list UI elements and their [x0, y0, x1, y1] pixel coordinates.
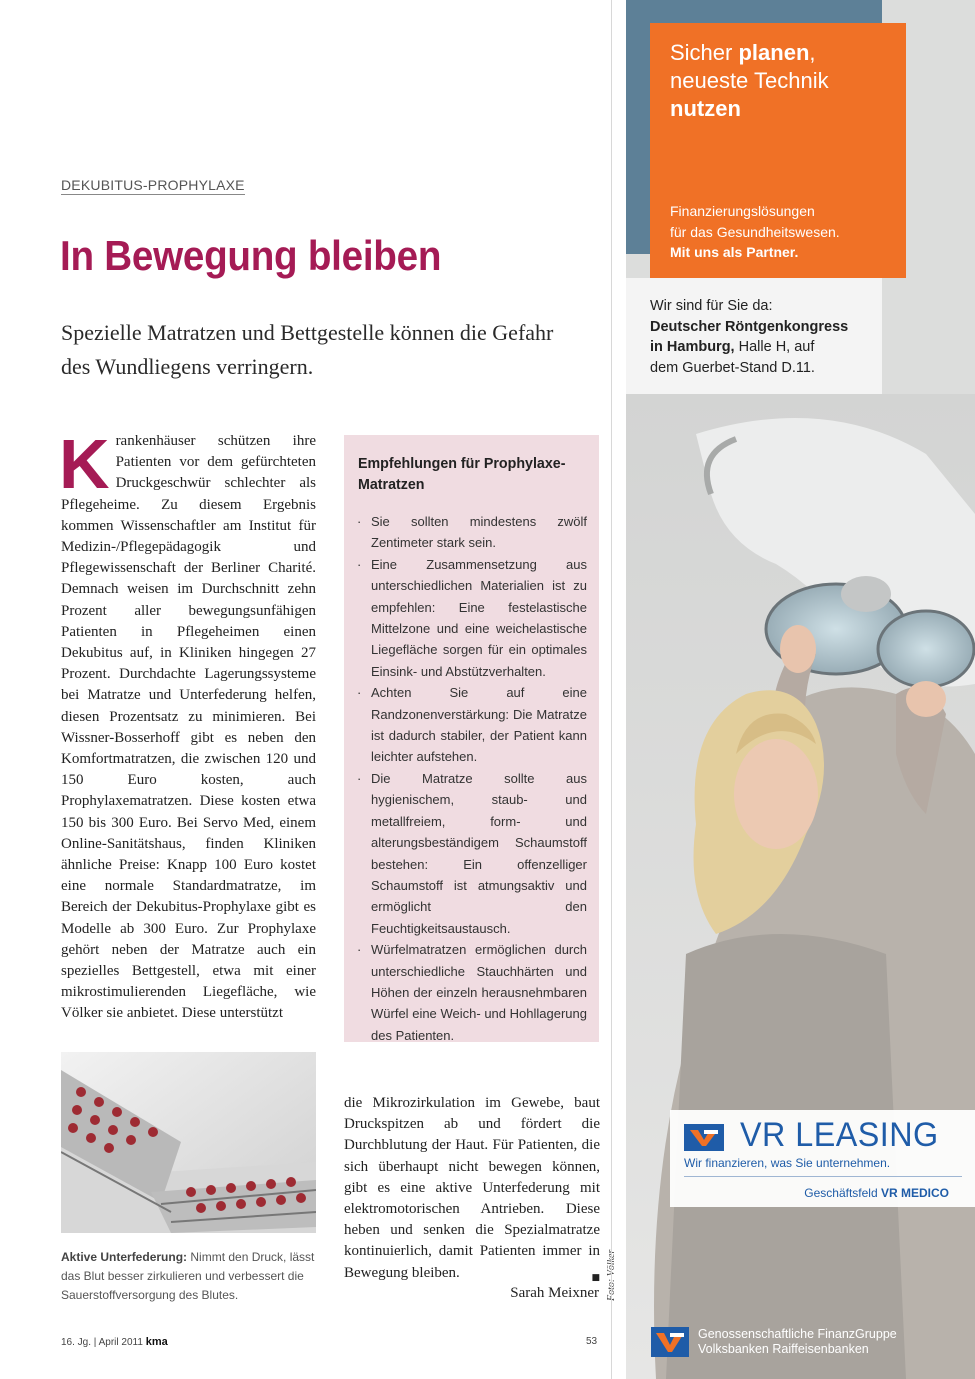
event-line: Halle H, auf	[734, 339, 815, 355]
article-body-column-2	[344, 1093, 600, 1289]
drop-cap: K	[59, 425, 110, 503]
issue-text: 16. Jg. | April 2011	[61, 1337, 143, 1348]
end-mark: ■	[591, 1272, 600, 1283]
recommendation-item: · Eine Zusammensetzung aus unterschiedlichen Materialien ist zu empfehlen: Eine festelastische Mittelzone und eine weichelastische Liegefläche sorgen für ein optimales Einsink- und Abstützverhalten.	[356, 554, 587, 682]
recommendation-item: · Sie sollten mindestens zwölf Zentimeter stark sein.	[356, 511, 587, 554]
vr-logo-icon	[684, 1124, 724, 1151]
author-name: Sarah Meixner	[510, 1285, 599, 1301]
recommendations-list	[356, 511, 587, 1046]
ad-photo-woman-xray	[626, 394, 975, 1379]
vr-tagline: Wir finanzieren, was Sie unternehmen.	[684, 1156, 891, 1170]
photo-caption	[61, 1248, 321, 1305]
photo-credit	[606, 1249, 618, 1301]
field-name: VR MEDICO	[880, 1186, 949, 1200]
group-line: Volksbanken Raiffeisenbanken	[698, 1342, 869, 1356]
finanzgruppe-logo-icon	[651, 1327, 689, 1357]
recommendation-item: · Die Matratze sollte aus hygienischem, staub- und metallfreiem, form- und alterungsbeständigem Schaumstoff bestehen: Ein offenzelliger Schaumstoff ist atmungsaktiv und ermöglicht den Feuchtigkeitsaustausch.	[356, 768, 587, 939]
ad-subline-text: Finanzierungslösungen	[670, 203, 815, 219]
ad-subline-text: für das Gesundheitswesen.	[670, 223, 840, 240]
page-number: 53	[586, 1336, 598, 1347]
ad-headline	[670, 39, 886, 123]
section-kicker: DEKUBITUS-PROPHYLAXE	[61, 177, 245, 193]
footer-issue	[61, 1336, 168, 1348]
body-text-1: rankenhäuser schützen ihre Patienten vor dem gefürchteten Druckgeschwür schlechter als Pflegeheime. Zu diesem Ergebnis kommen Wissenschaftler am Institut für Medizin-/Pflegepädagogik und Pflegewissenschaft der Berliner Charité. Demnach weisen im Durchschnitt zehn Prozent aller bewegungsunfähigen Patienten in Pflegeheimen einen Dekubitus auf, in Kliniken hingegen 27 Prozent. Durchdachte Lagerungssysteme bei Matratze und Unterfederung helfen, diesen Prozentsatz zu minimieren. Bei Wissner-Bosserhoff gibt es neben den Komfortmatratzen, die zwischen 120 und 150 Euro kosten, auch Prophylaxematratzen. Diese kosten etwa 150 bis 300 Euro. Bei Servo Med, einem Online-Sanitätshaus, finden Kliniken ähnliche Preise: Knapp 100 Euro kostet eine normale Standardmatratze, im Bereich der Dekubitus-Prophylaxe gibt es Modelle ab 300 Euro. Zur Prophylaxe gehört neben der Matratze auch ein spezielles Bettgestell, etwa mit einer mikrostimulierenden Liegefläche, wie Völker sie anbietet. Diese unterstützt	[61, 433, 316, 1022]
article-lead: Spezielle Matratzen und Bettgestelle können die Gefahr des Wundliegens verringern.	[61, 320, 554, 379]
ad-headline-bold: planen	[738, 40, 810, 65]
ad-orange-panel	[650, 23, 906, 278]
ad-headline-part: Sicher	[670, 40, 739, 65]
group-line: Genossenschaftliche FinanzGruppe	[698, 1327, 897, 1341]
vr-divider	[684, 1176, 962, 1177]
finanzgruppe-text	[698, 1327, 897, 1357]
body-text-2: die Mikrozirkulation im Gewebe, baut Druckspitzen ab und fördert die Durchblutung der Haut. Für Patienten, die sich überhaupt nicht bewegen können, gibt es eine aktive Unterfederung mit elektromotorischen Antrieben. Diese heben und senken die Spezialmatratze kontinuierlich, damit Patienten immer in Bewegung bleiben.	[344, 1095, 600, 1281]
event-city: in Hamburg,	[650, 339, 735, 355]
caption-text: Nimmt den Druck, lässt das Blut besser zirkulieren und verbessert die Sauerstoffversorgung des Blutes.	[61, 1250, 315, 1302]
ad-event-box	[626, 278, 882, 394]
recommendation-item: · Achten Sie auf eine Randzonenverstärkung: Die Matratze ist dadurch stabiler, der Patient kann leichter aufstehen.	[356, 682, 587, 768]
vr-business-field	[804, 1186, 949, 1200]
recommendations-box	[344, 435, 599, 1042]
magazine-name: kma	[145, 1336, 168, 1348]
ad-subline-bold: Mit uns als Partner.	[670, 244, 799, 260]
recommendations-title: Empfehlungen für Prophylaxe-Matratzen	[358, 455, 566, 493]
recommendation-item: · Würfelmatratzen ermöglichen durch unterschiedliche Stauchhärten und Höhen der einzeln herausnehmbaren Würfel eine Weich- und Hohllagerung des Patienten.	[356, 939, 587, 1046]
article-headline: In Bewegung bleiben	[60, 232, 442, 279]
vr-leasing-panel	[670, 1110, 975, 1207]
ad-headline-part: ,	[809, 40, 816, 65]
ad-event-text	[650, 296, 882, 378]
bed-frame-photo	[61, 1052, 316, 1233]
vr-brand-name: VR LEASING	[740, 1116, 939, 1154]
advertisement	[626, 0, 975, 1379]
bed-frame-illustration	[61, 1052, 316, 1233]
ad-headline-bold: nutzen	[670, 96, 741, 121]
field-label: Geschäftsfeld	[804, 1186, 881, 1200]
ad-headline-part: neueste Technik	[670, 68, 829, 93]
caption-label: Aktive Unterfederung:	[61, 1250, 188, 1264]
event-name: Deutscher Röntgenkongress	[650, 318, 849, 335]
event-line: Wir sind für Sie da:	[650, 298, 773, 314]
article-body-column-1	[59, 425, 316, 1025]
page-gutter	[611, 0, 612, 1379]
event-line: dem Guerbet-Stand D.11.	[650, 359, 815, 376]
ad-subline	[670, 201, 840, 263]
